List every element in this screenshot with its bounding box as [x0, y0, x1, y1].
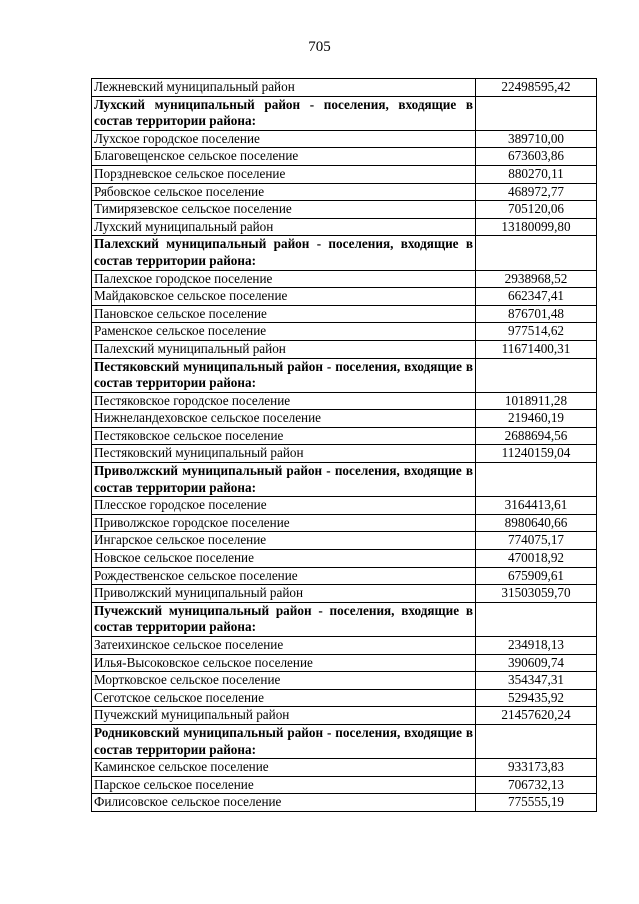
settlement-name-cell: Илья-Высоковское сельское поселение	[92, 654, 476, 672]
table-row	[92, 445, 597, 463]
settlement-name-cell: Каминское сельское поселение	[92, 759, 476, 777]
table-row	[92, 794, 597, 812]
amount-cell: 8980640,66	[476, 514, 597, 532]
table-row	[92, 759, 597, 777]
settlement-name-cell: Пестяковское городское поселение	[92, 392, 476, 410]
amount-cell: 234918,13	[476, 637, 597, 655]
amount-cell: 977514,62	[476, 323, 597, 341]
settlement-name-cell: Порздневское сельское поселение	[92, 165, 476, 183]
district-header-row	[92, 358, 597, 392]
district-header-cell: Палехский муниципальный район - поселения, входящие в состав территории района:	[92, 236, 476, 270]
table-row	[92, 427, 597, 445]
amount-cell: 21457620,24	[476, 707, 597, 725]
district-header-row	[92, 96, 597, 130]
amount-cell: 705120,06	[476, 201, 597, 219]
settlement-name-cell: Пучежский муниципальный район	[92, 707, 476, 725]
table-row	[92, 637, 597, 655]
settlement-name-cell: Раменское сельское поселение	[92, 323, 476, 341]
settlement-name-cell: Филисовское сельское поселение	[92, 794, 476, 812]
district-header-row	[92, 724, 597, 758]
table-row	[92, 79, 597, 97]
amount-cell: 470018,92	[476, 550, 597, 568]
settlement-name-cell: Приволжский муниципальный район	[92, 585, 476, 603]
amount-cell: 880270,11	[476, 165, 597, 183]
settlement-name-cell: Приволжское городское поселение	[92, 514, 476, 532]
amount-cell: 2938968,52	[476, 270, 597, 288]
district-header-cell: Лухский муниципальный район - поселения, входящие в состав территории района:	[92, 96, 476, 130]
amount-cell: 662347,41	[476, 288, 597, 306]
amount-cell: 673603,86	[476, 148, 597, 166]
amount-cell: 22498595,42	[476, 79, 597, 97]
settlement-name-cell: Ингарское сельское поселение	[92, 532, 476, 550]
table-row	[92, 392, 597, 410]
settlement-name-cell: Нижнеландеховское сельское поселение	[92, 410, 476, 428]
table-row	[92, 340, 597, 358]
settlement-name-cell: Мортковское сельское поселение	[92, 672, 476, 690]
amount-cell: 11240159,04	[476, 445, 597, 463]
table-row	[92, 689, 597, 707]
settlement-name-cell: Тимирязевское сельское поселение	[92, 201, 476, 219]
settlement-name-cell: Пестяковский муниципальный район	[92, 445, 476, 463]
district-header-cell: Пестяковский муниципальный район - поселения, входящие в состав территории района:	[92, 358, 476, 392]
table-row	[92, 410, 597, 428]
table-row	[92, 218, 597, 236]
amount-cell: 468972,77	[476, 183, 597, 201]
amount-cell	[476, 463, 597, 497]
amount-cell: 354347,31	[476, 672, 597, 690]
settlement-name-cell: Палехский муниципальный район	[92, 340, 476, 358]
settlement-name-cell: Лухский муниципальный район	[92, 218, 476, 236]
table-row	[92, 270, 597, 288]
amount-cell: 13180099,80	[476, 218, 597, 236]
settlement-name-cell: Благовещенское сельское поселение	[92, 148, 476, 166]
amount-cell: 675909,61	[476, 567, 597, 585]
settlement-name-cell: Парское сельское поселение	[92, 776, 476, 794]
district-header-row	[92, 602, 597, 636]
table-row	[92, 532, 597, 550]
amount-cell: 2688694,56	[476, 427, 597, 445]
table-row	[92, 305, 597, 323]
table-row	[92, 130, 597, 148]
settlement-name-cell: Пестяковское сельское поселение	[92, 427, 476, 445]
district-header-cell: Приволжский муниципальный район - поселения, входящие в состав территории района:	[92, 463, 476, 497]
settlement-name-cell: Рябовское сельское поселение	[92, 183, 476, 201]
table-row	[92, 550, 597, 568]
amount-cell	[476, 724, 597, 758]
amount-cell: 11671400,31	[476, 340, 597, 358]
amount-cell	[476, 602, 597, 636]
amount-cell: 706732,13	[476, 776, 597, 794]
settlement-name-cell: Лежневский муниципальный район	[92, 79, 476, 97]
district-header-row	[92, 236, 597, 270]
district-header-cell: Родниковский муниципальный район - поселения, входящие в состав территории района:	[92, 724, 476, 758]
table-row	[92, 497, 597, 515]
table-row	[92, 707, 597, 725]
amount-cell	[476, 358, 597, 392]
settlement-name-cell: Сеготское сельское поселение	[92, 689, 476, 707]
settlement-name-cell: Пановское сельское поселение	[92, 305, 476, 323]
settlement-name-cell: Рождественское сельское поселение	[92, 567, 476, 585]
budget-table	[91, 78, 597, 812]
amount-cell: 1018911,28	[476, 392, 597, 410]
district-header-cell: Пучежский муниципальный район - поселения, входящие в состав территории района:	[92, 602, 476, 636]
settlement-name-cell: Затеихинское сельское поселение	[92, 637, 476, 655]
settlement-name-cell: Новское сельское поселение	[92, 550, 476, 568]
amount-cell: 933173,83	[476, 759, 597, 777]
amount-cell: 876701,48	[476, 305, 597, 323]
settlement-name-cell: Плесское городское поселение	[92, 497, 476, 515]
amount-cell: 390609,74	[476, 654, 597, 672]
table-row	[92, 323, 597, 341]
table-row	[92, 567, 597, 585]
table-row	[92, 585, 597, 603]
amount-cell	[476, 96, 597, 130]
district-header-row	[92, 463, 597, 497]
amount-cell: 3164413,61	[476, 497, 597, 515]
amount-cell: 774075,17	[476, 532, 597, 550]
settlement-name-cell: Майдаковское сельское поселение	[92, 288, 476, 306]
table-row	[92, 201, 597, 219]
amount-cell: 31503059,70	[476, 585, 597, 603]
table-row	[92, 776, 597, 794]
table-row	[92, 148, 597, 166]
table-row	[92, 672, 597, 690]
amount-cell: 529435,92	[476, 689, 597, 707]
table-row	[92, 514, 597, 532]
budget-table-body	[92, 79, 597, 812]
settlement-name-cell: Палехское городское поселение	[92, 270, 476, 288]
page-number: 705	[308, 39, 331, 55]
table-row	[92, 165, 597, 183]
table-row	[92, 288, 597, 306]
table-row	[92, 654, 597, 672]
amount-cell: 219460,19	[476, 410, 597, 428]
amount-cell: 389710,00	[476, 130, 597, 148]
amount-cell: 775555,19	[476, 794, 597, 812]
settlement-name-cell: Лухское городское поселение	[92, 130, 476, 148]
table-row	[92, 183, 597, 201]
amount-cell	[476, 236, 597, 270]
